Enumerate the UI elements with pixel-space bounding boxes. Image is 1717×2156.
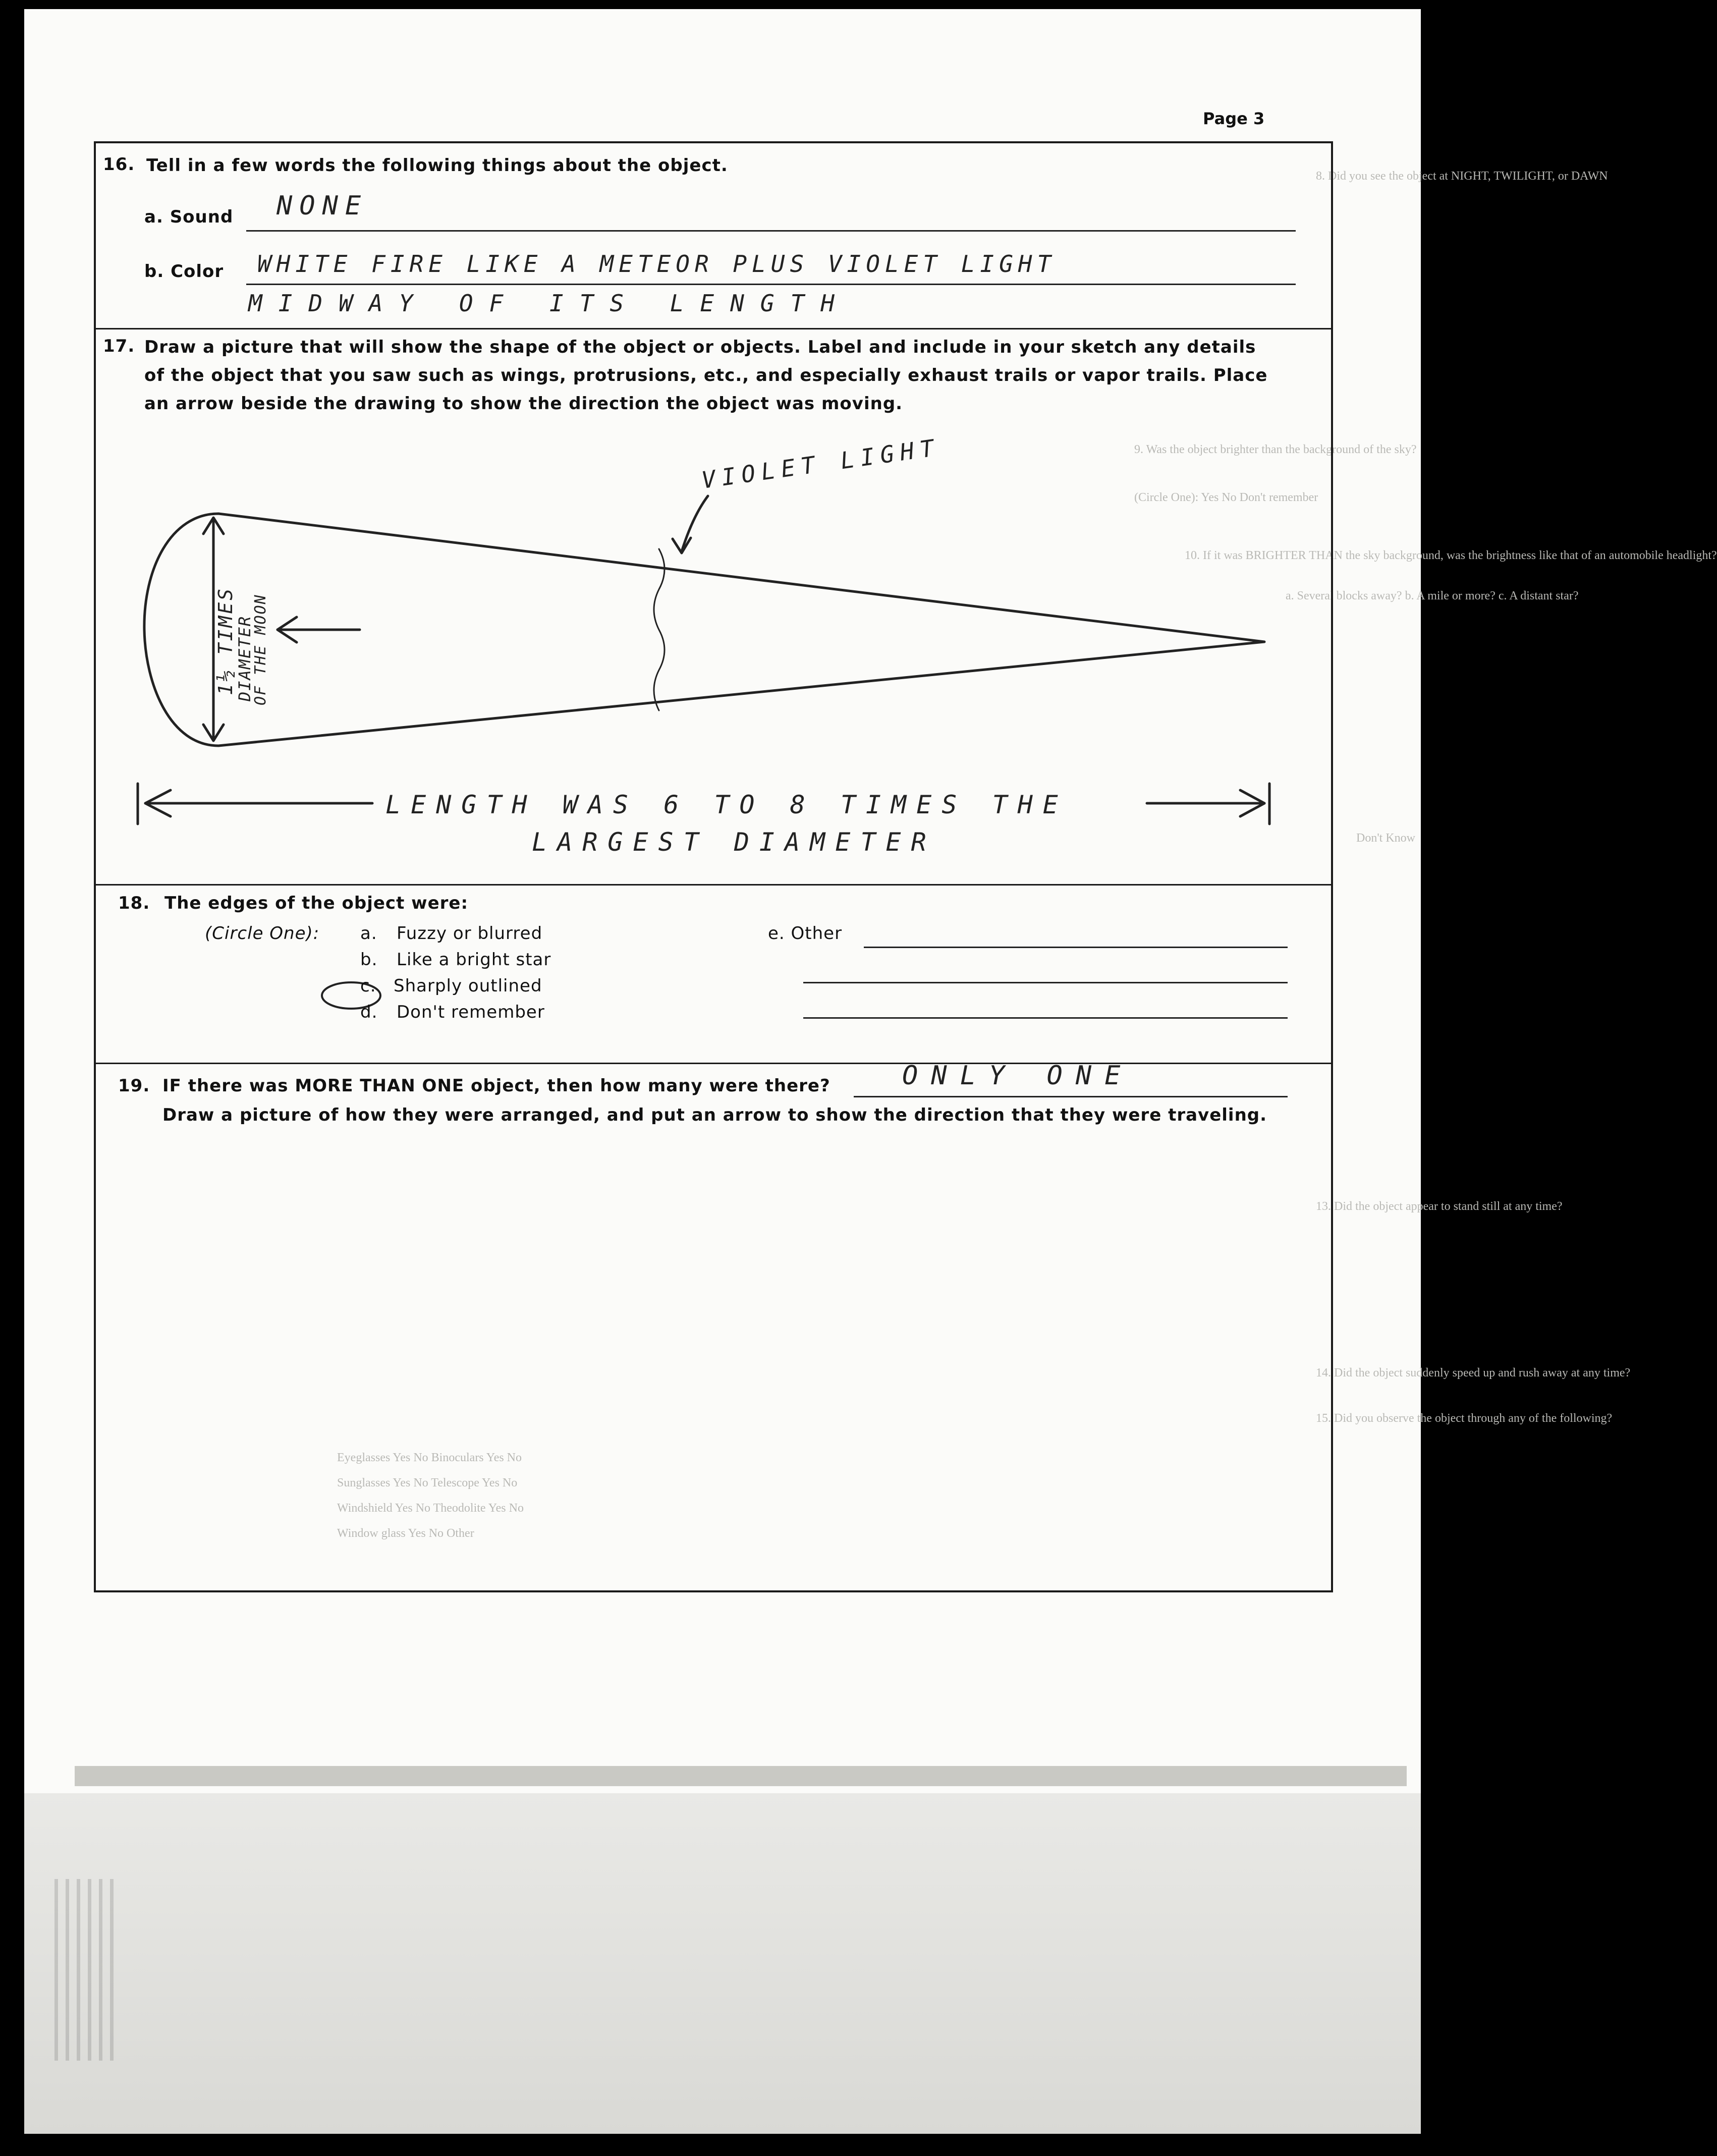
q18-option-a-label[interactable]: Fuzzy or blurred: [397, 923, 543, 944]
q18-number: 18.: [118, 893, 150, 913]
page-number: Page 3: [1203, 109, 1265, 128]
q18-option-b-label[interactable]: Like a bright star: [397, 950, 551, 970]
bleedthrough-text: 9. Was the object brighter than the background of the sky?: [1134, 443, 1417, 456]
q19-answer-line[interactable]: [854, 1096, 1288, 1097]
q18-option-d-key[interactable]: d.: [360, 1002, 378, 1022]
q17-prompt-line1: Draw a picture that will show the shape of the object or objects. Label and include in your sketch any details: [144, 337, 1256, 357]
bleedthrough-text: 10. If it was BRIGHTER THAN the sky background, was the brightness like that of an automobile headlight?: [1185, 549, 1717, 562]
q16-number: 16.: [103, 154, 135, 175]
bleedthrough-text: a. Several blocks away? b. A mile or more? c. A distant star?: [1286, 589, 1579, 602]
q16-sound-label: a. Sound: [144, 207, 234, 227]
bleedthrough-text: 8. Did you see the object at NIGHT, TWILIGHT, or DAWN: [1316, 170, 1608, 183]
q19-prompt-line2: Draw a picture of how they were arranged, and put an arrow to show the direction that they were traveling.: [162, 1105, 1267, 1125]
underlying-page-mark: [54, 1879, 115, 2061]
q16-color-label: b. Color: [144, 261, 224, 282]
q16-color-answer-line1[interactable]: WHITE FIRE LIKE A METEOR PLUS VIOLET LIGHT: [257, 250, 1057, 278]
bleedthrough-text: Windshield Yes No Theodolite Yes No: [337, 1502, 524, 1515]
q18-option-d-label[interactable]: Don't remember: [397, 1002, 545, 1022]
sketch-violet-band: [654, 549, 664, 710]
sketch-label-violet: VIOLET LIGHT: [700, 433, 942, 494]
document-page: [24, 9, 1717, 1793]
q17-prompt-line2: of the object that you saw such as wings, protrusions, etc., and especially exhaust trails or vapor trails. Place: [144, 365, 1268, 385]
sketch-violet-pointer-head: [673, 538, 691, 553]
sketch-length-line1: LENGTH WAS 6 TO 8 TIMES THE: [385, 790, 1068, 819]
q18-option-a-key[interactable]: a.: [360, 923, 377, 944]
sketch-length-line2: LARGEST DIAMETER: [532, 827, 936, 857]
q16-color-answer-line2[interactable]: MIDWAY OF ITS LENGTH: [248, 290, 851, 317]
bleedthrough-text: (Circle One): Yes No Don't remember: [1134, 491, 1318, 504]
bleedthrough-text: 15. Did you observe the object through any of the following?: [1316, 1412, 1613, 1425]
bleedthrough-text: Don't Know: [1356, 832, 1415, 845]
page-shadow: [75, 1766, 1407, 1786]
q17-number: 17.: [103, 336, 135, 356]
underlying-page-edge: [24, 1793, 1421, 2134]
q18-other-line-2[interactable]: [803, 982, 1288, 983]
sketch-label-diameter-1: 1½ TIMES: [214, 586, 237, 695]
q16-sound-answer[interactable]: NONE: [276, 191, 368, 221]
q19-answer[interactable]: ONLY ONE: [902, 1061, 1134, 1091]
bleedthrough-text: Eyeglasses Yes No Binoculars Yes No: [337, 1451, 522, 1464]
q18-option-e-label[interactable]: e. Other: [768, 923, 843, 944]
q18-other-line-3[interactable]: [803, 1017, 1288, 1019]
bleedthrough-text: Window glass Yes No Other: [337, 1527, 474, 1540]
q18-option-b-key[interactable]: b.: [360, 950, 378, 970]
bleedthrough-text: 14. Did the object suddenly speed up and rush away at any time?: [1316, 1366, 1631, 1379]
q19-number: 19.: [118, 1076, 150, 1096]
q16-prompt: Tell in a few words the following things about the object.: [146, 155, 728, 176]
q18-option-c-key[interactable]: c.: [360, 976, 376, 996]
q18-prompt: The edges of the object were:: [164, 893, 469, 913]
sketch-label-diameter-3: OF THE MOON: [252, 594, 269, 705]
bleedthrough-text: 13. Did the object appear to stand still at any time?: [1316, 1200, 1563, 1213]
q18-option-c-label[interactable]: Sharply outlined: [394, 976, 542, 996]
bleedthrough-text: Sunglasses Yes No Telescope Yes No: [337, 1476, 518, 1489]
sketch-label-diameter-2: DIAMETER: [235, 615, 254, 701]
q19-prompt-line1: IF there was MORE THAN ONE object, then how many were there?: [162, 1076, 830, 1096]
sketch-violet-pointer: [682, 496, 708, 551]
q17-prompt-line3: an arrow beside the drawing to show the direction the object was moving.: [144, 394, 903, 414]
q18-other-line-1[interactable]: [864, 947, 1288, 948]
q18-circle-one: (Circle One):: [205, 923, 320, 944]
